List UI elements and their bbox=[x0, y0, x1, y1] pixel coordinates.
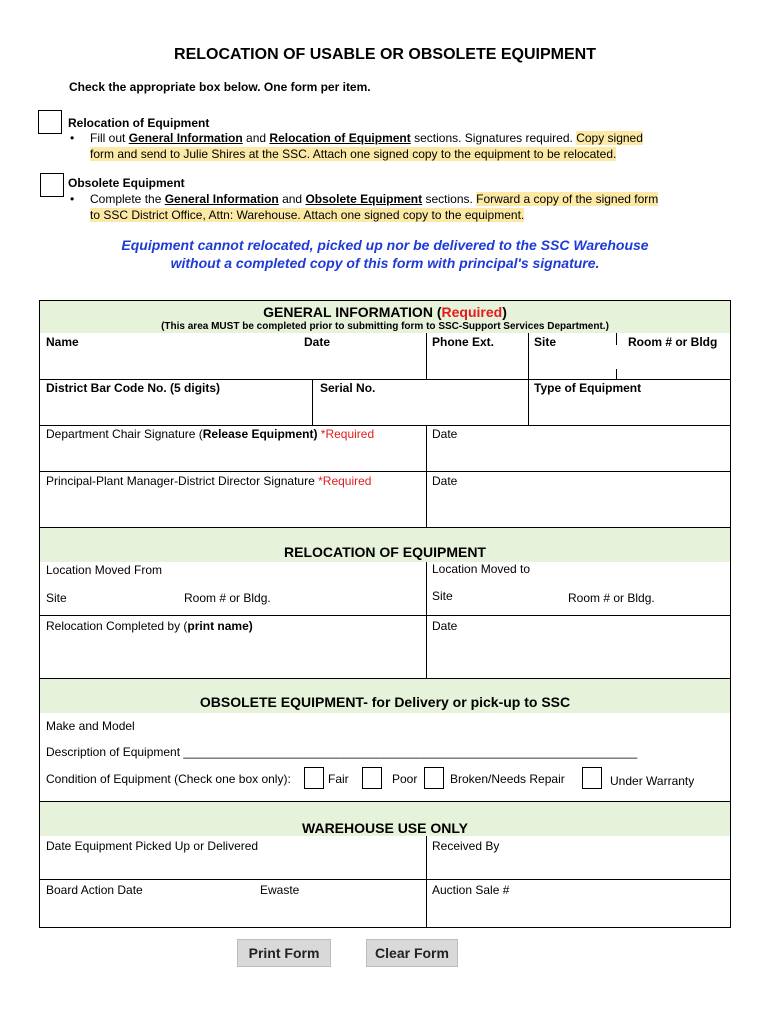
principal-signature-label: Principal-Plant Manager-District Director Signature *Required bbox=[46, 474, 372, 488]
bullet: • bbox=[70, 192, 75, 206]
bullet: • bbox=[70, 131, 75, 145]
location-to-label: Location Moved to bbox=[432, 562, 531, 576]
principal-date-label: Date bbox=[432, 474, 458, 488]
relocation-option-text: • Fill out General Information and Relocation of Equipment sections. Signatures required. Copy signed form and send to Julie Shires at the SSC. Attach one signed copy to the equipment to be relocated. bbox=[70, 131, 643, 161]
name-label: Name bbox=[46, 335, 79, 349]
room-label: Room # or Bldg bbox=[628, 335, 718, 349]
site-label: Site bbox=[534, 335, 557, 349]
warning-line-1: Equipment cannot relocated, picked up nor be delivered to the SSC Warehouse bbox=[121, 237, 649, 253]
received-by-label: Received By bbox=[432, 839, 500, 853]
print-form-button[interactable]: Print Form bbox=[237, 939, 331, 967]
equipment-type-label: Type of Equipment bbox=[534, 381, 642, 395]
chair-signature-label: Department Chair Signature (Release Equipment) *Required bbox=[46, 427, 375, 441]
obsolete-checkbox[interactable] bbox=[40, 173, 64, 197]
obsolete-option-title: Obsolete Equipment bbox=[68, 176, 185, 190]
picked-up-label: Date Equipment Picked Up or Delivered bbox=[46, 839, 259, 853]
relocation-checkbox[interactable] bbox=[38, 110, 62, 134]
equipment-form bbox=[39, 300, 731, 928]
general-note: (This area MUST be completed prior to submitting form to SSC-Support Services Department.) bbox=[161, 321, 609, 332]
general-heading: GENERAL INFORMATION (Required) bbox=[263, 304, 507, 320]
completed-by-label: Relocation Completed by (print name) bbox=[46, 619, 253, 633]
warning-line-2: without a completed copy of this form with principal's signature. bbox=[170, 255, 600, 271]
warranty-label: Under Warranty bbox=[610, 774, 695, 788]
instructions: Check the appropriate box below. One form per item. bbox=[69, 80, 371, 94]
description-label: Description of Equipment ____________________________________________________________________ bbox=[46, 745, 638, 759]
to-site-label: Site bbox=[432, 589, 453, 603]
fair-label: Fair bbox=[328, 772, 349, 786]
chair-date-label: Date bbox=[432, 427, 458, 441]
fair-checkbox[interactable] bbox=[304, 767, 324, 789]
board-action-label: Board Action Date bbox=[46, 883, 143, 897]
obsolete-heading: OBSOLETE EQUIPMENT- for Delivery or pick-up to SSC bbox=[199, 694, 571, 710]
warranty-checkbox[interactable] bbox=[582, 767, 602, 789]
poor-label: Poor bbox=[392, 772, 418, 786]
phone-label: Phone Ext. bbox=[432, 335, 495, 349]
make-model-label: Make and Model bbox=[46, 719, 135, 733]
warehouse-heading: WAREHOUSE USE ONLY bbox=[302, 820, 468, 836]
location-from-label: Location Moved From bbox=[46, 563, 163, 577]
from-room-label: Room # or Bldg. bbox=[184, 591, 271, 605]
ewaste-label: Ewaste bbox=[260, 883, 300, 897]
serial-label: Serial No. bbox=[320, 381, 376, 395]
date-label: Date bbox=[304, 335, 331, 349]
clear-form-button[interactable]: Clear Form bbox=[366, 939, 458, 967]
poor-checkbox[interactable] bbox=[362, 767, 382, 789]
relocation-date-label: Date bbox=[432, 619, 458, 633]
obsolete-option-text: • Complete the General Information and Obsolete Equipment sections. Forward a copy of the signed form to SSC District Office, Attn: Warehouse. Attach one signed copy to the equipment. bbox=[70, 192, 659, 222]
condition-label: Condition of Equipment (Check one box only): bbox=[46, 772, 291, 786]
barcode-label: District Bar Code No. (5 digits) bbox=[46, 381, 221, 395]
form-title: RELOCATION OF USABLE OR OBSOLETE EQUIPMENT bbox=[174, 46, 596, 63]
relocation-heading: RELOCATION OF EQUIPMENT bbox=[284, 544, 486, 560]
from-site-label: Site bbox=[46, 591, 67, 605]
broken-checkbox[interactable] bbox=[424, 767, 444, 789]
auction-label: Auction Sale # bbox=[432, 883, 510, 897]
to-room-label: Room # or Bldg. bbox=[568, 591, 655, 605]
broken-label: Broken/Needs Repair bbox=[450, 772, 565, 786]
relocation-option-title: Relocation of Equipment bbox=[68, 116, 210, 130]
